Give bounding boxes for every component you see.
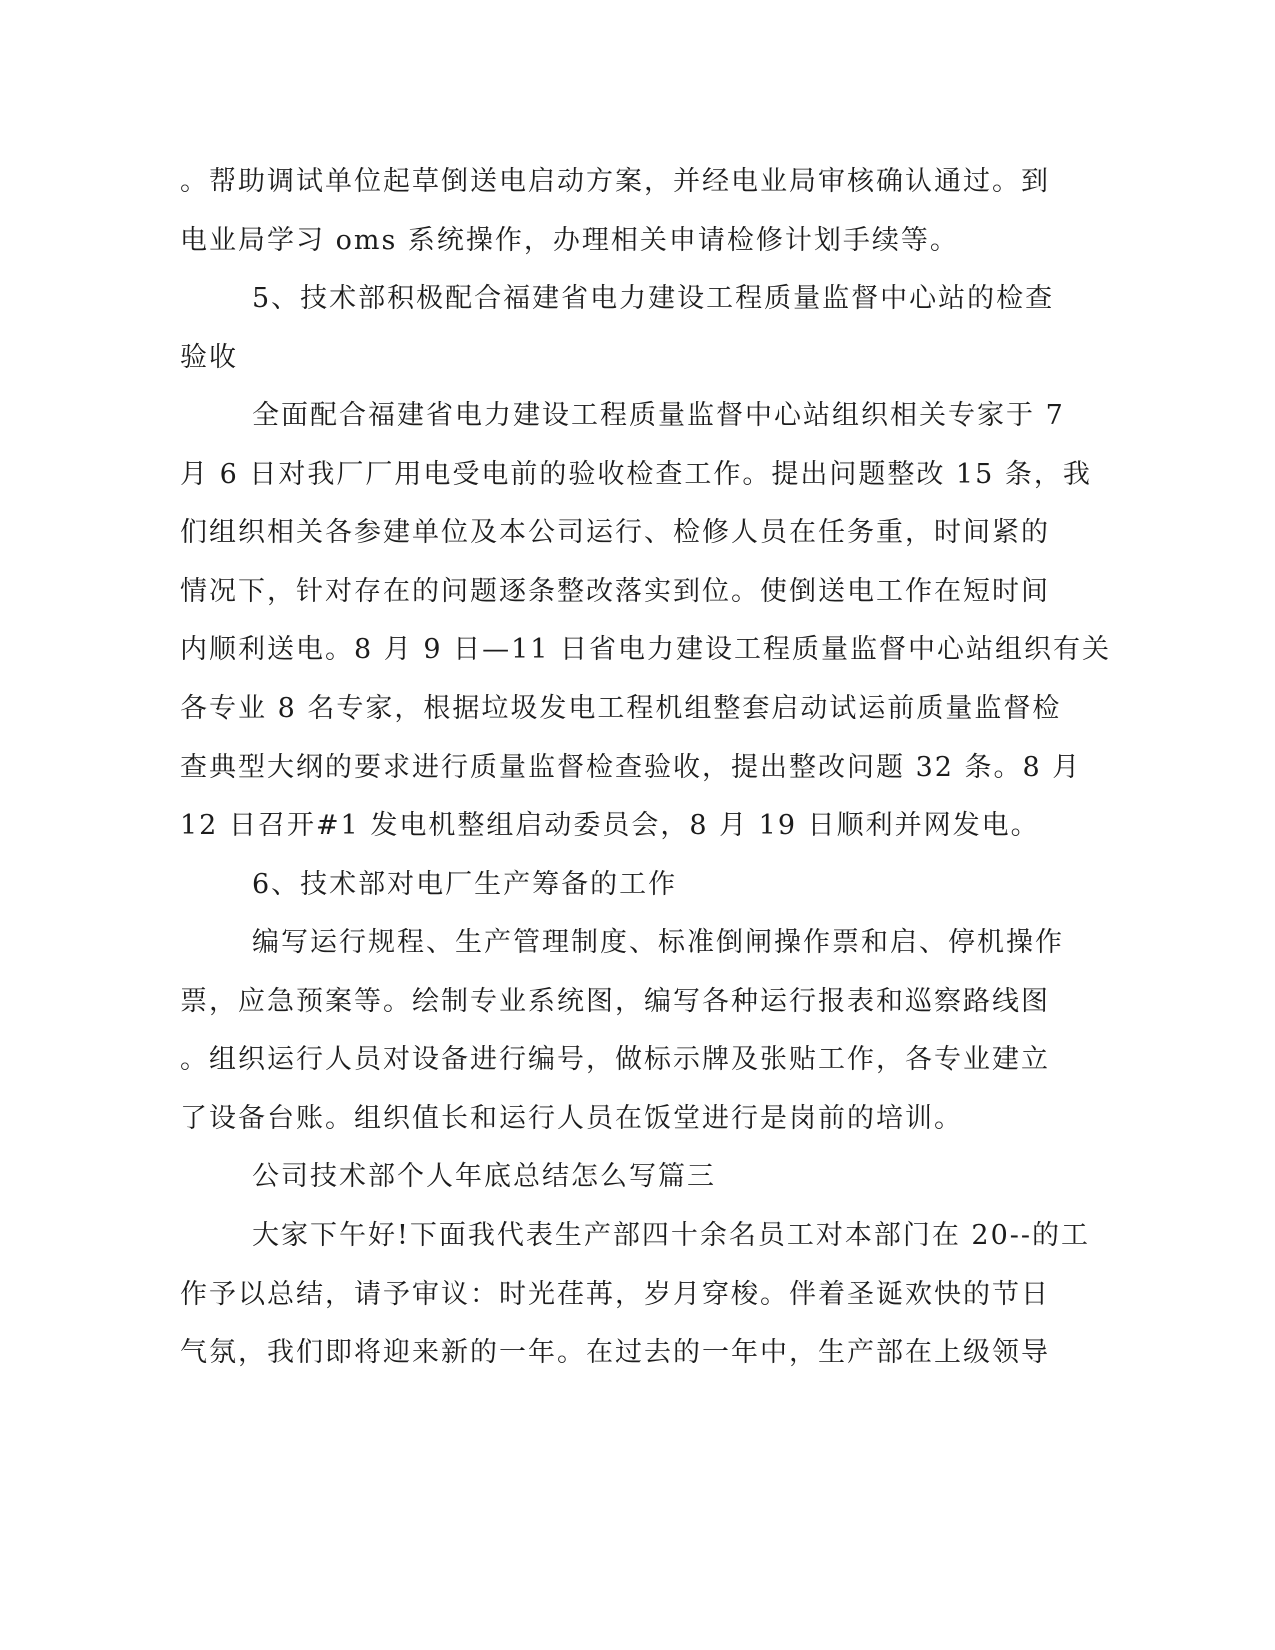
article-title: 公司技术部个人年底总结怎么写篇三 bbox=[252, 1161, 716, 1192]
text-line: 们组织相关各参建单位及本公司运行、检修人员在任务重，时间紧的 bbox=[180, 517, 1050, 548]
text-line: 各专业 8 名专家，根据垃圾发电工程机组整套启动试运前质量监督检 bbox=[180, 693, 1062, 724]
text-line: 气氛，我们即将迎来新的一年。在过去的一年中，生产部在上级领导 bbox=[180, 1337, 1050, 1368]
text-line: 月 6 日对我厂厂用电受电前的验收检查工作。提出问题整改 15 条，我 bbox=[180, 459, 1092, 490]
text-line: 电业局学习 oms 系统操作，办理相关申请检修计划手续等。 bbox=[180, 225, 959, 256]
section-heading: 5、技术部积极配合福建省电力建设工程质量监督中心站的检查 bbox=[252, 283, 1055, 314]
text-line: 。组织运行人员对设备进行编号，做标示牌及张贴工作，各专业建立 bbox=[180, 1044, 1050, 1075]
text-line: 内顺利送电。8 月 9 日—11 日省电力建设工程质量监督中心站组织有关 bbox=[180, 634, 1112, 665]
text-line: 票，应急预案等。绘制专业系统图，编写各种运行报表和巡察路线图 bbox=[180, 986, 1050, 1017]
text-line: 12 日召开#1 发电机整组启动委员会，8 月 19 日顺利并网发电。 bbox=[180, 810, 1040, 841]
paragraph-start: 编写运行规程、生产管理制度、标准倒闸操作票和启、停机操作 bbox=[252, 927, 1064, 958]
text-line: 了设备台账。组织值长和运行人员在饭堂进行是岗前的培训。 bbox=[180, 1103, 963, 1134]
paragraph-start: 全面配合福建省电力建设工程质量监督中心站组织相关专家于 7 bbox=[252, 400, 1065, 431]
text-line: 作予以总结，请予审议：时光荏苒，岁月穿梭。伴着圣诞欢快的节日 bbox=[180, 1279, 1050, 1310]
text-line: 情况下，针对存在的问题逐条整改落实到位。使倒送电工作在短时间 bbox=[180, 576, 1050, 607]
text-line: 。帮助调试单位起草倒送电启动方案，并经电业局审核确认通过。到 bbox=[180, 166, 1050, 197]
section-heading: 6、技术部对电厂生产筹备的工作 bbox=[252, 869, 678, 900]
section-heading-continuation: 验收 bbox=[180, 342, 238, 373]
paragraph-start: 大家下午好!下面我代表生产部四十余名员工对本部门在 20--的工 bbox=[252, 1220, 1091, 1251]
text-line: 查典型大纲的要求进行质量监督检查验收，提出整改问题 32 条。8 月 bbox=[180, 752, 1082, 783]
